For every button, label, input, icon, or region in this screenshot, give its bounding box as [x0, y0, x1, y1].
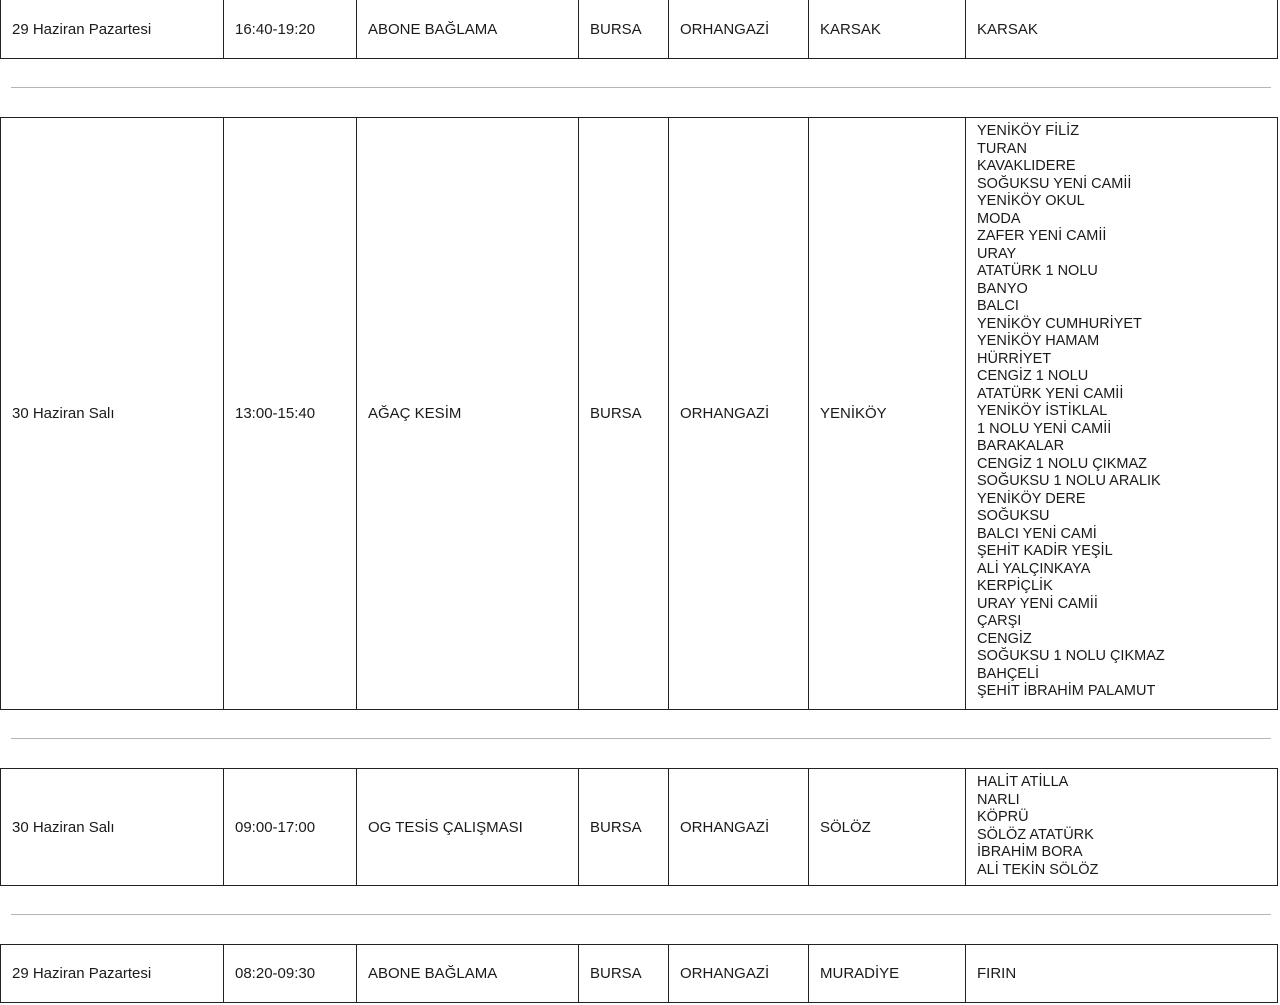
street-item: ATATÜRK 1 NOLU — [977, 263, 1098, 279]
street-item: İBRAHİM BORA — [977, 844, 1083, 860]
street-item: SÖLÖZ ATATÜRK — [977, 826, 1094, 843]
district-text: ORHANGAZİ — [680, 20, 770, 38]
reason-text: AĞAÇ KESİM — [368, 405, 462, 422]
streets-cell — [966, 945, 1277, 1002]
time-text: 09:00-17:00 — [235, 818, 316, 836]
street-item: YENİKÖY CUMHURİYET — [977, 315, 1142, 332]
neighborhood-cell — [809, 118, 966, 709]
street-item: 1 NOLU YENİ CAMİİ — [977, 420, 1112, 437]
district-cell — [669, 769, 809, 885]
city-text: BURSA — [590, 20, 642, 38]
reason-text: ABONE BAĞLAMA — [368, 20, 498, 38]
city-text: BURSA — [590, 818, 642, 836]
district-cell — [669, 0, 809, 58]
city-text: BURSA — [590, 965, 642, 982]
date-cell — [1, 0, 224, 58]
district-cell — [669, 945, 809, 1002]
time-cell — [224, 118, 357, 709]
reason-text: ABONE BAĞLAMA — [368, 965, 498, 982]
street-item: HALİT ATİLLA — [977, 774, 1069, 790]
neighborhood-cell — [809, 769, 966, 885]
district-text: ORHANGAZİ — [680, 965, 770, 982]
street-item: KAVAKLIDERE — [977, 158, 1076, 174]
neighborhood-text: SÖLÖZ — [820, 818, 871, 836]
row-divider — [11, 914, 1271, 915]
city-text: BURSA — [590, 405, 642, 422]
city-cell — [579, 118, 669, 709]
date-cell — [1, 769, 224, 885]
outage-row-3 — [0, 768, 1278, 886]
reason-text: OG TESİS ÇALIŞMASI — [368, 818, 523, 836]
time-cell — [224, 769, 357, 885]
street-item: ATATÜRK YENİ CAMİİ — [977, 385, 1124, 402]
street-item: BALCI YENİ CAMİ — [977, 525, 1097, 542]
streets-cell — [966, 769, 1277, 885]
street-item: BAHÇELİ — [977, 665, 1040, 682]
street-item: KARSAK — [977, 20, 1038, 38]
street-item: URAY YENİ CAMİİ — [977, 595, 1098, 612]
street-item: ŞEHİT KADİR YEŞİL — [977, 543, 1113, 559]
outage-row-2 — [0, 117, 1278, 710]
street-item: CENGİZ 1 NOLU ÇIKMAZ — [977, 455, 1147, 472]
street-item: SOĞUKSU YENİ CAMİİ — [977, 175, 1132, 192]
street-item: YENİKÖY OKUL — [977, 193, 1085, 209]
street-item: CENGİZ — [977, 630, 1032, 647]
district-text: ORHANGAZİ — [680, 818, 770, 836]
street-item: BARAKALAR — [977, 438, 1065, 454]
time-text: 08:20-09:30 — [235, 965, 316, 982]
street-item: KÖPRÜ — [977, 809, 1029, 825]
date-text: 29 Haziran Pazartesi — [12, 965, 152, 982]
street-item: YENİKÖY HAMAM — [977, 333, 1100, 349]
street-item: MODA — [977, 210, 1021, 227]
street-item: ALİ YALÇINKAYA — [977, 560, 1091, 577]
date-text: 30 Haziran Salı — [12, 818, 115, 836]
street-item: YENİKÖY FİLİZ — [977, 123, 1080, 139]
street-item: YENİKÖY DERE — [977, 490, 1086, 507]
streets-cell — [966, 0, 1277, 58]
streets-cell — [966, 118, 1277, 709]
time-cell — [224, 945, 357, 1002]
city-cell — [579, 769, 669, 885]
reason-cell — [357, 945, 579, 1002]
street-item: CENGİZ 1 NOLU — [977, 368, 1089, 384]
neighborhood-cell — [809, 0, 966, 58]
neighborhood-cell — [809, 945, 966, 1002]
neighborhood-text: KARSAK — [820, 20, 881, 38]
district-text: ORHANGAZİ — [680, 405, 770, 422]
street-item: NARLI — [977, 791, 1020, 808]
street-item: BANYO — [977, 280, 1028, 297]
date-text: 30 Haziran Salı — [12, 405, 115, 422]
street-item: ŞEHİT İBRAHİM PALAMUT — [977, 683, 1156, 699]
street-item: ÇARŞI — [977, 613, 1022, 629]
city-cell — [579, 0, 669, 58]
street-item: ZAFER YENİ CAMİİ — [977, 228, 1107, 244]
reason-cell — [357, 118, 579, 709]
street-item: BALCI — [977, 298, 1019, 314]
outage-row-4 — [0, 944, 1278, 1003]
date-text: 29 Haziran Pazartesi — [12, 20, 152, 38]
time-text: 13:00-15:40 — [235, 405, 316, 422]
street-item: SOĞUKSU 1 NOLU ÇIKMAZ — [977, 648, 1165, 664]
street-item: URAY — [977, 245, 1017, 262]
district-cell — [669, 118, 809, 709]
date-cell — [1, 118, 224, 709]
row-divider — [11, 87, 1271, 88]
street-item: ALİ TEKİN SÖLÖZ — [977, 861, 1099, 878]
time-cell — [224, 0, 357, 58]
city-cell — [579, 945, 669, 1002]
street-item: SOĞUKSU — [977, 508, 1050, 524]
reason-cell — [357, 769, 579, 885]
time-text: 16:40-19:20 — [235, 20, 316, 38]
reason-cell — [357, 0, 579, 58]
street-item: FIRIN — [977, 965, 1017, 982]
neighborhood-text: MURADİYE — [820, 965, 900, 982]
street-item: KERPİÇLİK — [977, 578, 1053, 594]
row-divider — [11, 738, 1271, 739]
street-item: TURAN — [977, 140, 1027, 157]
date-cell — [1, 945, 224, 1002]
neighborhood-text: YENİKÖY — [820, 405, 887, 422]
outage-row-1 — [0, 0, 1278, 59]
street-item: SOĞUKSU 1 NOLU ARALIK — [977, 473, 1161, 489]
street-item: HÜRRİYET — [977, 350, 1052, 367]
street-item: YENİKÖY İSTİKLAL — [977, 403, 1108, 419]
